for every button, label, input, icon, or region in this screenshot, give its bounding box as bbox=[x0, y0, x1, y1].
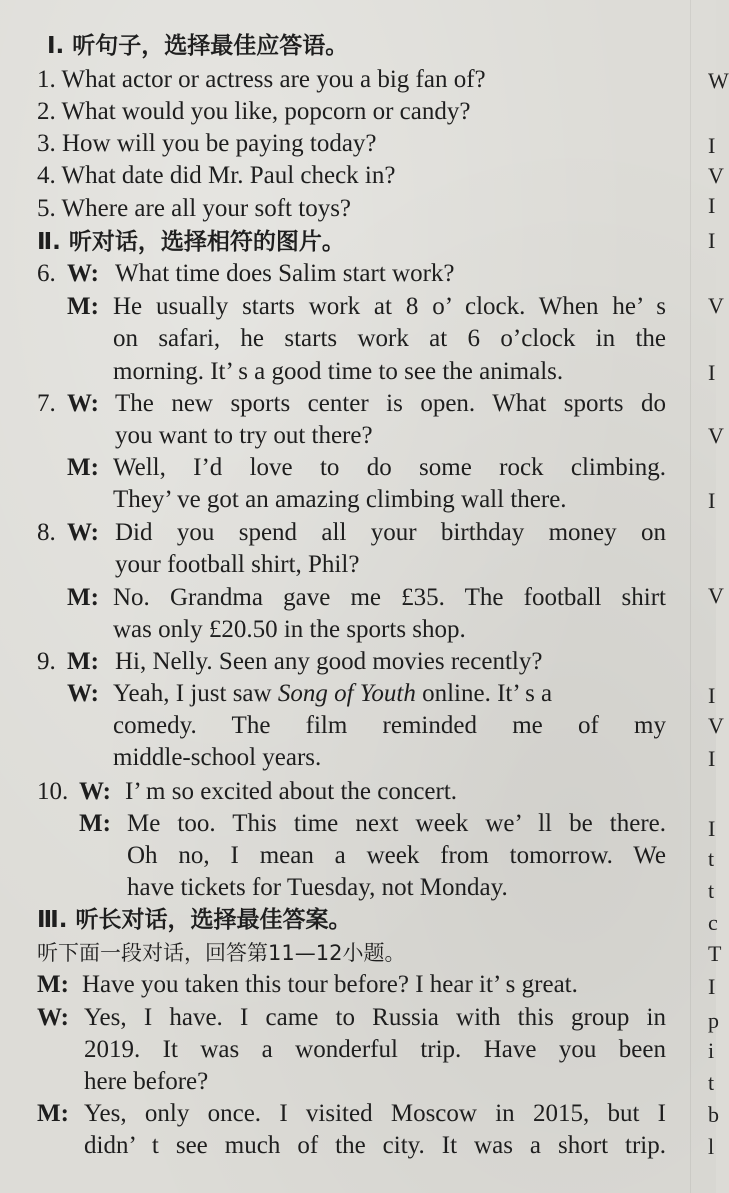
dialogue-line: Well, I’d love to do some rock climbing. bbox=[113, 454, 666, 481]
column-divider bbox=[690, 0, 691, 1193]
speaker-label: M: bbox=[67, 293, 99, 320]
speaker-label: W: bbox=[79, 778, 111, 805]
section-2-heading: Ⅱ. 听对话，选择相符的图片。 bbox=[37, 229, 345, 255]
section-3-heading: Ⅲ. 听长对话，选择最佳答案。 bbox=[37, 907, 352, 933]
speaker-label: M: bbox=[79, 810, 111, 837]
question-2: 2. What would you like, popcorn or candy? bbox=[37, 98, 471, 125]
clipped-column-text: t bbox=[708, 878, 715, 903]
section-1-heading: Ⅰ. 听句子，选择最佳应答语。 bbox=[47, 33, 349, 59]
dialogue-line: Yes, only once. I visited Moscow in 2015, but I bbox=[84, 1100, 666, 1127]
dialogue-line: What time does Salim start work? bbox=[115, 260, 455, 287]
dialogue-line bbox=[113, 678, 552, 710]
dialogue-line: didn’ t see much of the city. It was a short trip. bbox=[84, 1132, 666, 1159]
dialogue-line: Oh no, I mean a week from tomorrow. We bbox=[127, 842, 666, 869]
dialogue-line: Did you spend all your birthday money on bbox=[115, 519, 666, 546]
dialogue-line: Me too. This time next week we’ ll be there. bbox=[127, 810, 666, 837]
clipped-column-text: c bbox=[708, 910, 718, 935]
speaker-label: M: bbox=[37, 971, 69, 998]
dialogue-line: have tickets for Tuesday, not Monday. bbox=[127, 874, 508, 901]
speaker-label: W: bbox=[67, 519, 99, 546]
dialogue-line: Hi, Nelly. Seen any good movies recently? bbox=[115, 648, 543, 675]
clipped-column-text: I bbox=[708, 193, 716, 218]
question-1: 1. What actor or actress are you a big fan of? bbox=[37, 66, 486, 93]
clipped-column-text: t bbox=[708, 1070, 715, 1095]
question-4: 4. What date did Mr. Paul check in? bbox=[37, 162, 396, 189]
clipped-column-text: t bbox=[708, 846, 715, 871]
clipped-column-text: I bbox=[708, 488, 716, 513]
dialogue-line: comedy. The film reminded me of my bbox=[113, 712, 666, 739]
speaker-label: M: bbox=[67, 648, 99, 675]
clipped-column-text: I bbox=[708, 360, 716, 385]
clipped-column-text: I bbox=[708, 133, 716, 158]
dialogue-line: was only £20.50 in the sports shop. bbox=[113, 616, 466, 643]
clipped-column-text: V bbox=[708, 423, 724, 448]
clipped-column-text: W bbox=[708, 68, 729, 93]
speaker-label: W: bbox=[37, 1004, 69, 1031]
question-7-number: 7. bbox=[37, 390, 56, 417]
clipped-column-text: p bbox=[708, 1008, 719, 1033]
clipped-column-text: V bbox=[708, 713, 724, 738]
clipped-column-text: I bbox=[708, 974, 716, 999]
clipped-column-text: V bbox=[708, 163, 724, 188]
dialogue-text: online. It’ s a bbox=[415, 680, 553, 707]
clipped-column-text: l bbox=[708, 1134, 715, 1159]
clipped-column-text: I bbox=[708, 816, 716, 841]
dialogue-line: on safari, he starts work at 6 o’clock in the bbox=[113, 325, 666, 352]
question-10-number: 10. bbox=[37, 778, 69, 805]
speaker-label: M: bbox=[37, 1100, 69, 1127]
speaker-label: M: bbox=[67, 454, 99, 481]
speaker-label: W: bbox=[67, 680, 99, 707]
dialogue-line: The new sports center is open. What sports do bbox=[115, 390, 666, 417]
clipped-column-text: I bbox=[708, 746, 716, 771]
clipped-column-text: b bbox=[708, 1102, 719, 1127]
dialogue-line: your football shirt, Phil? bbox=[115, 551, 360, 578]
dialogue-text: Yeah, I just saw bbox=[113, 680, 278, 707]
question-3: 3. How will you be paying today? bbox=[37, 130, 377, 157]
dialogue-line: Yes, I have. I came to Russia with this group in bbox=[84, 1004, 666, 1031]
dialogue-line: you want to try out there? bbox=[115, 422, 373, 449]
clipped-column-text: i bbox=[708, 1038, 715, 1063]
clipped-column-text: I bbox=[708, 228, 716, 253]
dialogue-line: I’ m so excited about the concert. bbox=[125, 778, 458, 805]
speaker-label: W: bbox=[67, 390, 99, 417]
movie-title: Song of Youth bbox=[277, 680, 416, 707]
clipped-column-text: T bbox=[708, 941, 722, 966]
question-5: 5. Where are all your soft toys? bbox=[37, 195, 352, 222]
clipped-column-text: I bbox=[708, 683, 716, 708]
dialogue-line: No. Grandma gave me £35. The football shirt bbox=[113, 584, 666, 611]
dialogue-line: Have you taken this tour before? I hear it’ s great. bbox=[82, 971, 578, 998]
dialogue-line: middle-school years. bbox=[113, 744, 322, 771]
dialogue-line: here before? bbox=[84, 1068, 209, 1095]
clipped-column-text: V bbox=[708, 583, 724, 608]
section-3-instruction: 听下面一段对话，回答第11—12小题。 bbox=[37, 941, 406, 965]
dialogue-line: They’ ve got an amazing climbing wall there. bbox=[113, 486, 567, 513]
speaker-label: W: bbox=[67, 260, 99, 287]
dialogue-line: He usually starts work at 8 o’ clock. When he’ s bbox=[113, 293, 666, 320]
clipped-column-text: V bbox=[708, 293, 724, 318]
dialogue-line: 2019. It was a wonderful trip. Have you been bbox=[84, 1036, 666, 1063]
question-8-number: 8. bbox=[37, 519, 56, 546]
dialogue-line: morning. It’ s a good time to see the animals. bbox=[113, 358, 564, 385]
question-9-number: 9. bbox=[37, 648, 56, 675]
question-6-number: 6. bbox=[37, 260, 56, 287]
speaker-label: M: bbox=[67, 584, 99, 611]
